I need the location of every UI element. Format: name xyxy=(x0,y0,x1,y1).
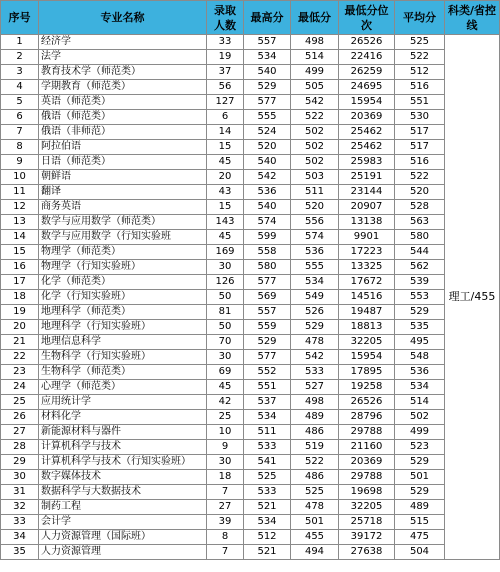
major-name: 材料化学 xyxy=(39,410,207,425)
max-score: 534 xyxy=(244,515,291,530)
min-score-rank: 18813 xyxy=(339,320,395,335)
min-score: 511 xyxy=(291,185,339,200)
row-index: 20 xyxy=(1,320,39,335)
admitted-count: 10 xyxy=(207,425,244,440)
min-score: 505 xyxy=(291,80,339,95)
avg-score: 523 xyxy=(395,440,445,455)
table-row xyxy=(1,485,500,500)
admitted-count: 69 xyxy=(207,365,244,380)
min-score-rank: 29788 xyxy=(339,425,395,440)
major-name: 人力资源管理 xyxy=(39,545,207,560)
admitted-count: 43 xyxy=(207,185,244,200)
min-score-rank: 20907 xyxy=(339,200,395,215)
major-name: 数学与应用数学（师范类） xyxy=(39,215,207,230)
row-index: 14 xyxy=(1,230,39,245)
min-score: 533 xyxy=(291,365,339,380)
major-name: 俄语（师范类） xyxy=(39,110,207,125)
max-score: 555 xyxy=(244,110,291,125)
table-row xyxy=(1,125,500,140)
min-score-rank: 26259 xyxy=(339,65,395,80)
admitted-count: 14 xyxy=(207,125,244,140)
min-score: 574 xyxy=(291,230,339,245)
max-score: 540 xyxy=(244,200,291,215)
row-index: 10 xyxy=(1,170,39,185)
max-score: 577 xyxy=(244,275,291,290)
avg-score: 563 xyxy=(395,215,445,230)
major-name: 物理学（师范类） xyxy=(39,245,207,260)
admitted-count: 81 xyxy=(207,305,244,320)
row-index: 5 xyxy=(1,95,39,110)
admitted-count: 30 xyxy=(207,260,244,275)
table-row xyxy=(1,170,500,185)
table-row xyxy=(1,65,500,80)
avg-score: 551 xyxy=(395,95,445,110)
max-score: 542 xyxy=(244,170,291,185)
header-category: 科类/省控线 xyxy=(445,1,500,35)
major-name: 化学（行知实验班） xyxy=(39,290,207,305)
avg-score: 553 xyxy=(395,290,445,305)
admitted-count: 30 xyxy=(207,350,244,365)
max-score: 512 xyxy=(244,530,291,545)
admitted-count: 19 xyxy=(207,50,244,65)
table-row xyxy=(1,80,500,95)
table-row xyxy=(1,545,500,560)
major-name: 物理学（行知实验班） xyxy=(39,260,207,275)
table-row xyxy=(1,380,500,395)
min-score-rank: 21160 xyxy=(339,440,395,455)
max-score: 540 xyxy=(244,65,291,80)
max-score: 580 xyxy=(244,260,291,275)
admitted-count: 127 xyxy=(207,95,244,110)
table-row xyxy=(1,230,500,245)
avg-score: 495 xyxy=(395,335,445,350)
max-score: 558 xyxy=(244,245,291,260)
avg-score: 535 xyxy=(395,320,445,335)
min-score-rank: 27638 xyxy=(339,545,395,560)
max-score: 540 xyxy=(244,155,291,170)
header-min-score: 最低分 xyxy=(291,1,339,35)
min-score: 526 xyxy=(291,305,339,320)
min-score-rank: 23144 xyxy=(339,185,395,200)
table-row xyxy=(1,200,500,215)
major-name: 制药工程 xyxy=(39,500,207,515)
max-score: 533 xyxy=(244,440,291,455)
avg-score: 517 xyxy=(395,140,445,155)
avg-score: 544 xyxy=(395,245,445,260)
row-index: 30 xyxy=(1,470,39,485)
major-name: 学期教育（师范类） xyxy=(39,80,207,95)
row-index: 32 xyxy=(1,500,39,515)
max-score: 541 xyxy=(244,455,291,470)
avg-score: 522 xyxy=(395,170,445,185)
table-row xyxy=(1,50,500,65)
min-score-rank: 29788 xyxy=(339,470,395,485)
row-index: 33 xyxy=(1,515,39,530)
table-row xyxy=(1,410,500,425)
min-score: 502 xyxy=(291,125,339,140)
major-name: 计算机科学与技术（行知实验班） xyxy=(39,455,207,470)
admitted-count: 39 xyxy=(207,515,244,530)
table-row xyxy=(1,245,500,260)
major-name: 阿拉伯语 xyxy=(39,140,207,155)
admitted-count: 20 xyxy=(207,170,244,185)
max-score: 577 xyxy=(244,95,291,110)
major-name: 新能源材料与器件 xyxy=(39,425,207,440)
avg-score: 516 xyxy=(395,155,445,170)
row-index: 22 xyxy=(1,350,39,365)
row-index: 25 xyxy=(1,395,39,410)
avg-score: 512 xyxy=(395,65,445,80)
max-score: 557 xyxy=(244,35,291,50)
min-score: 520 xyxy=(291,200,339,215)
row-index: 11 xyxy=(1,185,39,200)
min-score: 455 xyxy=(291,530,339,545)
avg-score: 534 xyxy=(395,380,445,395)
avg-score: 525 xyxy=(395,35,445,50)
row-index: 4 xyxy=(1,80,39,95)
table-row xyxy=(1,35,500,50)
header-admitted: 录取人数 xyxy=(207,1,244,35)
table-row xyxy=(1,440,500,455)
row-index: 31 xyxy=(1,485,39,500)
avg-score: 529 xyxy=(395,485,445,500)
min-score: 555 xyxy=(291,260,339,275)
max-score: 537 xyxy=(244,395,291,410)
avg-score: 548 xyxy=(395,350,445,365)
admitted-count: 15 xyxy=(207,140,244,155)
min-score-rank: 22416 xyxy=(339,50,395,65)
admitted-count: 50 xyxy=(207,320,244,335)
min-score: 525 xyxy=(291,485,339,500)
row-index: 9 xyxy=(1,155,39,170)
row-index: 17 xyxy=(1,275,39,290)
table-row xyxy=(1,215,500,230)
min-score-rank: 26526 xyxy=(339,35,395,50)
major-name: 生物科学（行知实验班） xyxy=(39,350,207,365)
major-name: 人力资源管理（国际班） xyxy=(39,530,207,545)
admitted-count: 37 xyxy=(207,65,244,80)
min-score: 502 xyxy=(291,155,339,170)
row-index: 26 xyxy=(1,410,39,425)
row-index: 12 xyxy=(1,200,39,215)
min-score-rank: 25983 xyxy=(339,155,395,170)
min-score: 498 xyxy=(291,395,339,410)
admitted-count: 42 xyxy=(207,395,244,410)
min-score: 486 xyxy=(291,425,339,440)
min-score: 503 xyxy=(291,170,339,185)
row-index: 29 xyxy=(1,455,39,470)
avg-score: 475 xyxy=(395,530,445,545)
max-score: 533 xyxy=(244,485,291,500)
table-row xyxy=(1,305,500,320)
table-row xyxy=(1,155,500,170)
category-cell: 理工/455 xyxy=(445,35,500,560)
min-score: 514 xyxy=(291,50,339,65)
table-row xyxy=(1,515,500,530)
min-score: 498 xyxy=(291,35,339,50)
max-score: 521 xyxy=(244,500,291,515)
major-name: 地理科学（行知实验班） xyxy=(39,320,207,335)
avg-score: 522 xyxy=(395,50,445,65)
max-score: 577 xyxy=(244,350,291,365)
table-row xyxy=(1,350,500,365)
avg-score: 580 xyxy=(395,230,445,245)
avg-score: 530 xyxy=(395,110,445,125)
min-score: 486 xyxy=(291,470,339,485)
min-score: 522 xyxy=(291,455,339,470)
major-name: 俄语（非师范） xyxy=(39,125,207,140)
row-index: 28 xyxy=(1,440,39,455)
min-score: 501 xyxy=(291,515,339,530)
table-row xyxy=(1,140,500,155)
admitted-count: 126 xyxy=(207,275,244,290)
table-row xyxy=(1,275,500,290)
header-avg-score: 平均分 xyxy=(395,1,445,35)
min-score-rank: 13325 xyxy=(339,260,395,275)
min-score: 499 xyxy=(291,65,339,80)
admitted-count: 169 xyxy=(207,245,244,260)
avg-score: 539 xyxy=(395,275,445,290)
min-score-rank: 20369 xyxy=(339,110,395,125)
major-name: 商务英语 xyxy=(39,200,207,215)
admitted-count: 6 xyxy=(207,110,244,125)
table-row xyxy=(1,185,500,200)
admitted-count: 33 xyxy=(207,35,244,50)
max-score: 569 xyxy=(244,290,291,305)
row-index: 2 xyxy=(1,50,39,65)
min-score: 489 xyxy=(291,410,339,425)
avg-score: 516 xyxy=(395,80,445,95)
min-score-rank: 20369 xyxy=(339,455,395,470)
admitted-count: 45 xyxy=(207,230,244,245)
row-index: 15 xyxy=(1,245,39,260)
min-score: 502 xyxy=(291,140,339,155)
avg-score: 562 xyxy=(395,260,445,275)
table-body xyxy=(1,35,500,560)
row-index: 35 xyxy=(1,545,39,560)
table-row xyxy=(1,395,500,410)
min-score: 542 xyxy=(291,350,339,365)
table-row xyxy=(1,95,500,110)
min-score-rank: 24695 xyxy=(339,80,395,95)
avg-score: 517 xyxy=(395,125,445,140)
row-index: 34 xyxy=(1,530,39,545)
admitted-count: 8 xyxy=(207,530,244,545)
max-score: 529 xyxy=(244,335,291,350)
min-score: 534 xyxy=(291,275,339,290)
row-index: 19 xyxy=(1,305,39,320)
min-score-rank: 17223 xyxy=(339,245,395,260)
max-score: 521 xyxy=(244,545,291,560)
table-row xyxy=(1,290,500,305)
avg-score: 501 xyxy=(395,470,445,485)
min-score: 527 xyxy=(291,380,339,395)
min-score-rank: 25462 xyxy=(339,140,395,155)
admitted-count: 143 xyxy=(207,215,244,230)
min-score: 494 xyxy=(291,545,339,560)
admitted-count: 30 xyxy=(207,455,244,470)
major-name: 化学（师范类） xyxy=(39,275,207,290)
major-name: 地理科学（师范类） xyxy=(39,305,207,320)
min-score-rank: 14516 xyxy=(339,290,395,305)
avg-score: 504 xyxy=(395,545,445,560)
min-score-rank: 19698 xyxy=(339,485,395,500)
min-score-rank: 13138 xyxy=(339,215,395,230)
table-row xyxy=(1,500,500,515)
row-index: 24 xyxy=(1,380,39,395)
min-score: 556 xyxy=(291,215,339,230)
header-min-rank: 最低分位次 xyxy=(339,1,395,35)
row-index: 27 xyxy=(1,425,39,440)
admitted-count: 15 xyxy=(207,200,244,215)
row-index: 3 xyxy=(1,65,39,80)
min-score-rank: 15954 xyxy=(339,350,395,365)
min-score-rank: 32205 xyxy=(339,335,395,350)
min-score-rank: 25718 xyxy=(339,515,395,530)
major-name: 经济学 xyxy=(39,35,207,50)
avg-score: 528 xyxy=(395,200,445,215)
row-index: 21 xyxy=(1,335,39,350)
table-row xyxy=(1,335,500,350)
major-name: 翻译 xyxy=(39,185,207,200)
admitted-count: 25 xyxy=(207,410,244,425)
avg-score: 536 xyxy=(395,365,445,380)
major-name: 教育技术学（师范类） xyxy=(39,65,207,80)
major-name: 数据科学与大数据技术 xyxy=(39,485,207,500)
max-score: 524 xyxy=(244,125,291,140)
avg-score: 499 xyxy=(395,425,445,440)
admitted-count: 7 xyxy=(207,485,244,500)
admitted-count: 70 xyxy=(207,335,244,350)
major-name: 地理信息科学 xyxy=(39,335,207,350)
table-row xyxy=(1,455,500,470)
admitted-count: 50 xyxy=(207,290,244,305)
max-score: 551 xyxy=(244,380,291,395)
admitted-count: 56 xyxy=(207,80,244,95)
table-row xyxy=(1,365,500,380)
row-index: 7 xyxy=(1,125,39,140)
min-score-rank: 28796 xyxy=(339,410,395,425)
min-score-rank: 19487 xyxy=(339,305,395,320)
max-score: 525 xyxy=(244,470,291,485)
min-score: 522 xyxy=(291,110,339,125)
min-score: 549 xyxy=(291,290,339,305)
min-score: 478 xyxy=(291,335,339,350)
table-row xyxy=(1,110,500,125)
min-score-rank: 26526 xyxy=(339,395,395,410)
admitted-count: 27 xyxy=(207,500,244,515)
header-max-score: 最高分 xyxy=(244,1,291,35)
min-score: 536 xyxy=(291,245,339,260)
major-name: 数学与应用数学（行知实验班 xyxy=(39,230,207,245)
row-index: 6 xyxy=(1,110,39,125)
row-index: 16 xyxy=(1,260,39,275)
min-score-rank: 15954 xyxy=(339,95,395,110)
header-index: 序号 xyxy=(1,1,39,35)
major-name: 应用统计学 xyxy=(39,395,207,410)
avg-score: 515 xyxy=(395,515,445,530)
major-name: 计算机科学与技术 xyxy=(39,440,207,455)
row-index: 1 xyxy=(1,35,39,50)
table-row xyxy=(1,530,500,545)
table-row xyxy=(1,260,500,275)
max-score: 552 xyxy=(244,365,291,380)
min-score-rank: 25191 xyxy=(339,170,395,185)
min-score: 529 xyxy=(291,320,339,335)
table-row xyxy=(1,470,500,485)
row-index: 8 xyxy=(1,140,39,155)
major-name: 会计学 xyxy=(39,515,207,530)
major-name: 朝鲜语 xyxy=(39,170,207,185)
major-name: 生物科学（师范类） xyxy=(39,365,207,380)
max-score: 534 xyxy=(244,410,291,425)
min-score-rank: 19258 xyxy=(339,380,395,395)
row-index: 23 xyxy=(1,365,39,380)
min-score-rank: 39172 xyxy=(339,530,395,545)
min-score: 519 xyxy=(291,440,339,455)
min-score-rank: 9901 xyxy=(339,230,395,245)
min-score-rank: 17895 xyxy=(339,365,395,380)
major-name: 心理学（师范类） xyxy=(39,380,207,395)
admitted-count: 7 xyxy=(207,545,244,560)
avg-score: 514 xyxy=(395,395,445,410)
max-score: 529 xyxy=(244,80,291,95)
min-score-rank: 32205 xyxy=(339,500,395,515)
admitted-count: 45 xyxy=(207,155,244,170)
header-major: 专业名称 xyxy=(39,1,207,35)
max-score: 559 xyxy=(244,320,291,335)
max-score: 536 xyxy=(244,185,291,200)
row-index: 13 xyxy=(1,215,39,230)
max-score: 534 xyxy=(244,50,291,65)
avg-score: 529 xyxy=(395,305,445,320)
max-score: 511 xyxy=(244,425,291,440)
table-row xyxy=(1,320,500,335)
table-row xyxy=(1,425,500,440)
max-score: 520 xyxy=(244,140,291,155)
admitted-count: 45 xyxy=(207,380,244,395)
min-score: 542 xyxy=(291,95,339,110)
avg-score: 489 xyxy=(395,500,445,515)
max-score: 557 xyxy=(244,305,291,320)
max-score: 599 xyxy=(244,230,291,245)
admitted-count: 9 xyxy=(207,440,244,455)
min-score-rank: 17672 xyxy=(339,275,395,290)
avg-score: 520 xyxy=(395,185,445,200)
max-score: 574 xyxy=(244,215,291,230)
major-name: 英语（师范类） xyxy=(39,95,207,110)
min-score: 478 xyxy=(291,500,339,515)
min-score-rank: 25462 xyxy=(339,125,395,140)
admitted-count: 18 xyxy=(207,470,244,485)
avg-score: 529 xyxy=(395,455,445,470)
header-row xyxy=(1,1,500,35)
avg-score: 502 xyxy=(395,410,445,425)
row-index: 18 xyxy=(1,290,39,305)
major-name: 日语（师范类） xyxy=(39,155,207,170)
major-name: 数字媒体技术 xyxy=(39,470,207,485)
major-name: 法学 xyxy=(39,50,207,65)
